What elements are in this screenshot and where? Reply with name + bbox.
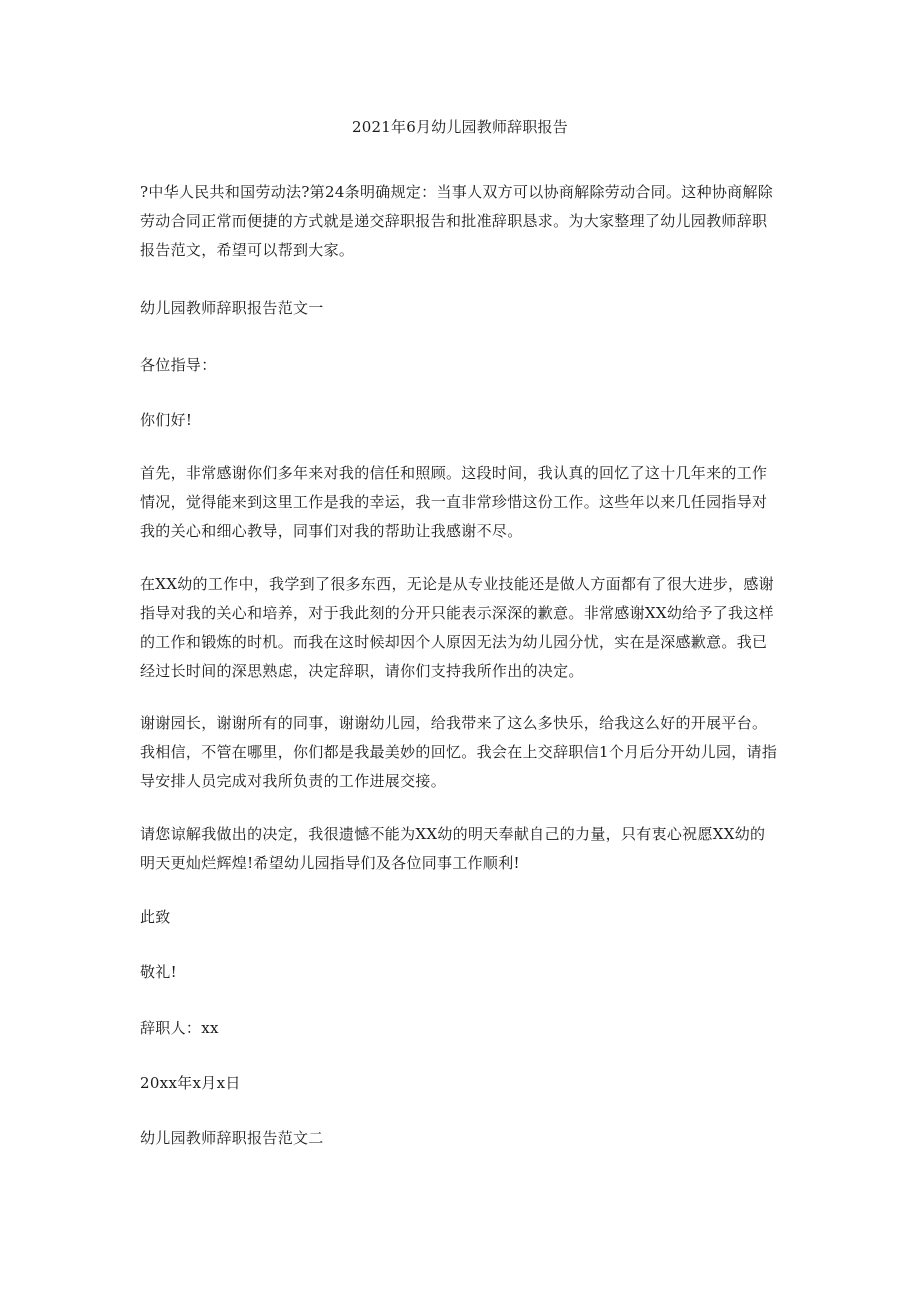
body-paragraph-3: 谢谢园长，谢谢所有的同事，谢谢幼儿园，给我带来了这么多快乐，给我这么好的开展平台。我相信，不管在哪里，你们都是我最美妙的回忆。我会在上交辞职信1个月后分开幼儿园，请指导安排人员完成对我所负责的工作进展交接。 — [140, 714, 778, 790]
closing-line-1: 此致 — [140, 908, 171, 926]
document-title: 2021年6月幼儿园教师辞职报告 — [352, 118, 568, 136]
section-heading-2: 幼儿园教师辞职报告范文二 — [140, 1129, 324, 1147]
body-paragraph-2: 在XX幼的工作中，我学到了很多东西，无论是从专业技能还是做人方面都有了很大进步，感谢指导对我的关心和培养，对于我此刻的分开只能表示深深的歉意。非常感谢XX幼给予了我这样的工作和锻炼的时机。而我在这时候却因个人原因无法为幼儿园分忧，实在是深感歉意。我已经过长时间的深思熟虑，决定辞职，请你们支持我所作出的决定。 — [140, 575, 774, 680]
section-heading-1: 幼儿园教师辞职报告范文一 — [140, 299, 324, 317]
body-paragraph-1: 首先，非常感谢你们多年来对我的信任和照顾。这段时间，我认真的回忆了这十几年来的工作情况，觉得能来到这里工作是我的幸运，我一直非常珍惜这份工作。这些年以来几任园指导对我的关心和细心教导，同事们对我的帮助让我感谢不尽。 — [140, 464, 768, 540]
signer-line: 辞职人：xx — [140, 1019, 219, 1037]
intro-paragraph: ?中华人民共和国劳动法?第24条明确规定：当事人双方可以协商解除劳动合同。这种协商解除劳动合同正常而便捷的方式就是递交辞职报告和批准辞职恳求。为大家整理了幼儿园教师辞职报告范文，希望可以帮到大家。 — [140, 183, 774, 259]
body-paragraph-4: 请您谅解我做出的决定，我很遗憾不能为XX幼的明天奉献自己的力量，只有衷心祝愿XX幼的明天更灿烂辉煌!希望幼儿园指导们及各位同事工作顺利! — [140, 825, 766, 872]
closing-line-2: 敬礼! — [140, 963, 177, 981]
date-line: 20xx年x月x日 — [140, 1074, 241, 1092]
greeting: 你们好! — [140, 411, 193, 429]
salutation: 各位指导： — [140, 356, 217, 374]
